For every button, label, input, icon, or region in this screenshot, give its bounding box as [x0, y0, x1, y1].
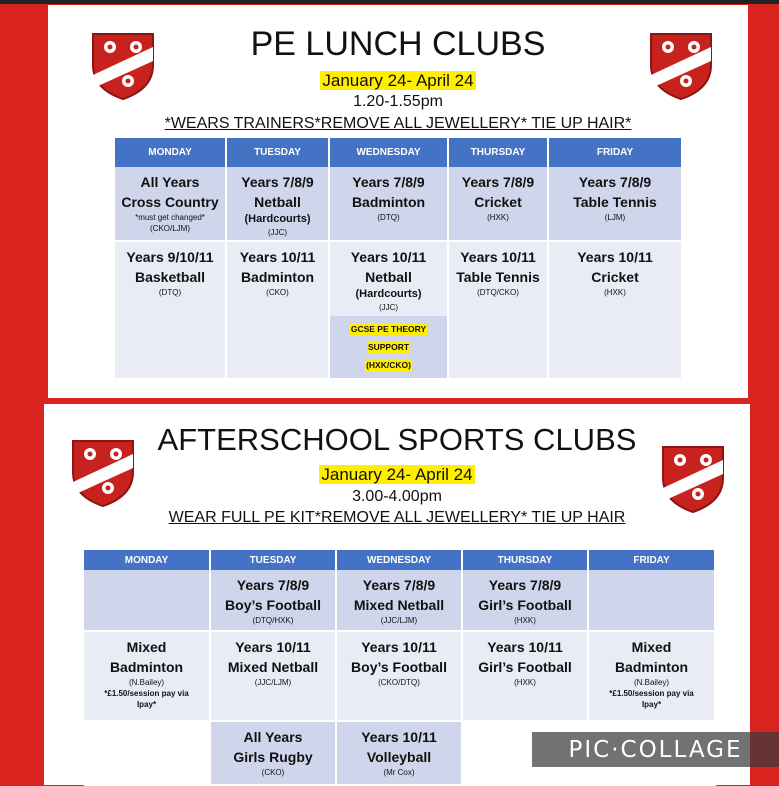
club-years: Years 10/11: [361, 729, 437, 745]
club-years: Years 7/8/9: [241, 174, 314, 190]
club-years: All Years: [243, 729, 303, 745]
club-staff: (HXK): [487, 213, 509, 222]
club-cell: [549, 167, 683, 242]
club-activity: Badminton: [351, 194, 426, 210]
club-activity: Mixed Netball: [227, 659, 319, 675]
club-years: Years 10/11: [487, 639, 563, 655]
club-staff: (CKO): [261, 768, 285, 777]
gcse-staff: (HXK/CKO): [366, 360, 411, 370]
club-staff: (JJC): [267, 228, 288, 237]
club-staff: (Mr Cox): [383, 768, 415, 777]
club-staff: (LJM): [604, 213, 626, 222]
club-cell: [115, 167, 227, 242]
page-title: PE LUNCH CLUBS: [250, 25, 546, 63]
club-cell: [449, 167, 549, 242]
club-note: *must get changed*: [135, 213, 205, 222]
club-activity: Netball: [365, 269, 412, 285]
club-activity: Mixed Netball: [353, 597, 445, 613]
club-years: Years 9/10/11: [126, 249, 214, 265]
day-header: FRIDAY: [549, 138, 683, 167]
club-staff: (CKO): [266, 288, 289, 297]
club-activity: Volleyball: [366, 749, 432, 765]
day-header: MONDAY: [115, 138, 227, 167]
club-cell: [227, 242, 330, 380]
club-staff: (HXK): [604, 288, 626, 297]
club-years: Mixed: [126, 639, 167, 655]
date-range: January 24- April 24: [321, 465, 473, 484]
club-staff: (HXK): [514, 616, 536, 625]
club-activity: Girl’s Football: [478, 597, 572, 613]
club-staff: (N.Bailey): [633, 678, 670, 687]
club-years: Years 10/11: [361, 639, 437, 655]
club-activity: Badminton: [109, 659, 184, 675]
page-title: AFTERSCHOOL SPORTS CLUBS: [157, 422, 637, 457]
day-header: MONDAY: [84, 550, 211, 570]
club-cell: [330, 242, 449, 380]
rules-text: *WEARS TRAINERS*REMOVE ALL JEWELLERY* TIE UP HAIR*: [164, 115, 632, 132]
club-activity: Netball: [254, 194, 301, 210]
club-years: Years 7/8/9: [236, 577, 310, 593]
club-years: All Years: [140, 174, 200, 190]
club-staff: (CKO/LJM): [150, 224, 190, 233]
empty-cell: [84, 722, 211, 786]
club-cell: [337, 570, 463, 632]
club-cell: [211, 570, 337, 632]
club-activity: Basketball: [134, 269, 206, 285]
club-activity: Cricket: [591, 269, 639, 285]
club-note: *£1.50/session pay via: [104, 689, 189, 698]
club-note: Ipay*: [136, 700, 157, 709]
lunch-timetable: [115, 138, 683, 380]
club-cell: [463, 632, 589, 722]
club-years: Mixed: [631, 639, 672, 655]
club-staff: (JJC/LJM): [380, 616, 418, 625]
gcse-support-block: [330, 316, 447, 378]
club-cell: [463, 570, 589, 632]
club-staff: (HXK): [514, 678, 536, 687]
club-years: Years 7/8/9: [362, 577, 436, 593]
time-range: 1.20-1.55pm: [353, 93, 443, 110]
top-border: [0, 0, 779, 4]
club-years: Years 10/11: [577, 249, 653, 265]
club-cell: [115, 242, 227, 380]
club-location: (Hardcourts): [355, 288, 422, 300]
club-cell: [589, 632, 716, 722]
day-header: WEDNESDAY: [330, 138, 449, 167]
club-staff: (DTQ): [377, 213, 400, 222]
time-range: 3.00-4.00pm: [352, 488, 442, 505]
club-cell: [337, 722, 463, 786]
day-header: FRIDAY: [589, 550, 716, 570]
club-activity: Badminton: [614, 659, 689, 675]
club-activity: Boy’s Football: [351, 659, 447, 675]
club-cell: [449, 242, 549, 380]
gcse-label: SUPPORT: [367, 342, 410, 352]
day-header: WEDNESDAY: [337, 550, 463, 570]
club-years: Years 7/8/9: [352, 174, 425, 190]
club-staff: (CKO/DTQ): [378, 678, 420, 687]
club-cell: [337, 632, 463, 722]
empty-cell: [589, 570, 716, 632]
club-years: Years 7/8/9: [488, 577, 562, 593]
club-staff: (JJC/LJM): [254, 678, 292, 687]
rules-text: WEAR FULL PE KIT*REMOVE ALL JEWELLERY* TIE UP HAIR: [168, 509, 626, 526]
day-header: TUESDAY: [211, 550, 337, 570]
pic-collage-watermark: PIC·COLLAGE: [532, 732, 779, 767]
club-cell: [549, 242, 683, 380]
club-years: Years 7/8/9: [461, 174, 535, 190]
afterschool-clubs-panel: [44, 404, 750, 785]
club-activity: Girl’s Football: [478, 659, 572, 675]
club-activity: Table Tennis: [573, 194, 657, 210]
day-header: THURSDAY: [463, 550, 589, 570]
club-activity: Boy’s Football: [225, 597, 321, 613]
club-cell: [211, 632, 337, 722]
club-activity: Girls Rugby: [233, 749, 313, 765]
club-activity: Table Tennis: [456, 269, 540, 285]
gcse-label: GCSE PE THEORY: [350, 324, 427, 334]
empty-cell: [84, 570, 211, 632]
lunch-clubs-panel: [48, 5, 748, 398]
club-cell: [211, 722, 337, 786]
club-activity: Badminton: [240, 269, 315, 285]
club-cell: [227, 167, 330, 242]
club-staff: (DTQ/HXK): [252, 616, 294, 625]
club-years: Years 10/11: [239, 249, 316, 265]
day-header: THURSDAY: [449, 138, 549, 167]
club-note: *£1.50/session pay via: [609, 689, 694, 698]
club-activity: Cross Country: [121, 194, 219, 210]
club-note: Ipay*: [641, 700, 662, 709]
club-location: (Hardcourts): [244, 213, 311, 225]
club-cell: [84, 632, 211, 722]
club-years: Years 7/8/9: [578, 174, 652, 190]
club-activity: Cricket: [474, 194, 522, 210]
club-staff: (DTQ/CKO): [477, 288, 519, 297]
date-range: January 24- April 24: [322, 71, 474, 90]
club-staff: (JJC): [378, 303, 399, 312]
club-years: Years 10/11: [235, 639, 311, 655]
club-cell: [330, 167, 449, 242]
club-years: Years 10/11: [350, 249, 427, 265]
club-staff: (DTQ): [158, 288, 182, 297]
club-years: Years 10/11: [460, 249, 536, 265]
day-header: TUESDAY: [227, 138, 330, 167]
club-staff: (N.Bailey): [128, 678, 165, 687]
